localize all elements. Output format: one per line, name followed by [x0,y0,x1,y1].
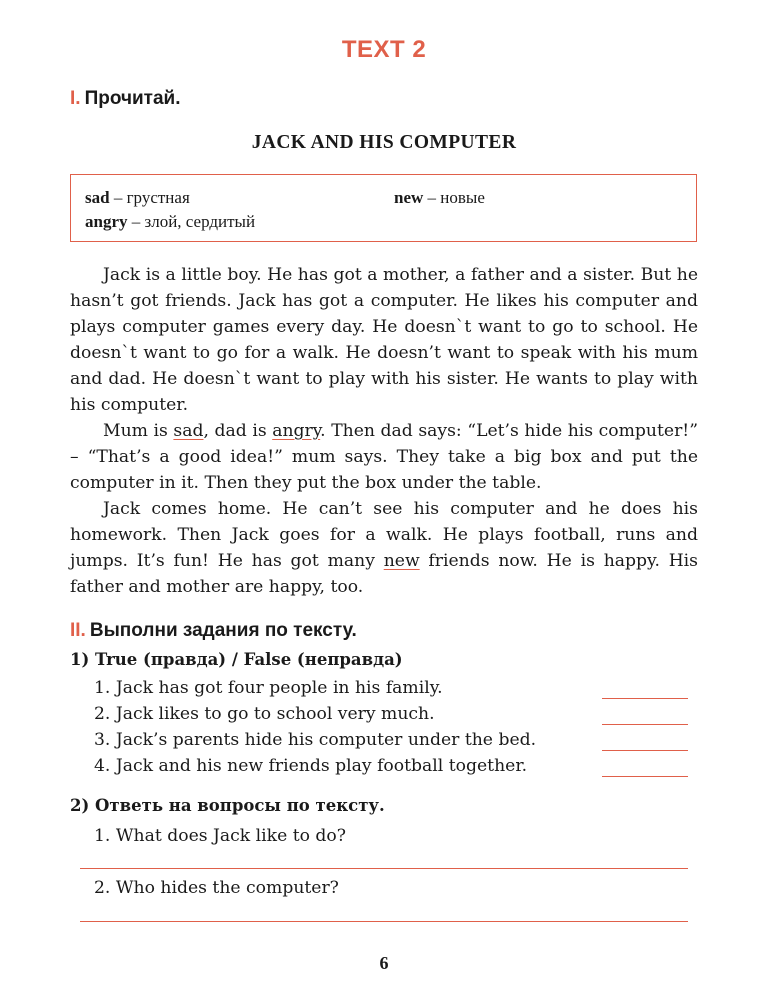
highlight-word: new [383,551,420,571]
task-2-heading: 2) Ответь на вопросы по тексту. [70,796,385,815]
section-2-number: II. [70,620,86,641]
section-1-heading [70,88,181,110]
question-1: 1. What does Jack like to do? [94,826,346,846]
answer-blank[interactable] [602,750,688,751]
story-title: JACK AND HIS COMPUTER [251,132,517,153]
section-1-label: Прочитай. [84,88,181,109]
highlight-word: angry [272,421,321,441]
vocab-item-sad: sad – грустная [85,188,190,207]
answer-blank[interactable] [602,724,688,725]
true-false-list [94,676,694,780]
section-2-label: Выполни задания по тексту. [89,620,357,641]
page-number: 6 [379,953,389,973]
story-paragraph: Jack comes home. He can’t see his computer and he does his homework. Then Jack goes for a walk. He plays football, runs and jumps. It’s fun! He has got many new friends now. He is happy. His father and mother are happy, too. [70,499,699,597]
answer-blank[interactable] [602,776,688,777]
vocabulary-box [70,174,697,242]
true-false-item: 4. Jack and his new friends play football together. [94,754,694,780]
true-false-item: 1. Jack has got four people in his family. [94,676,694,702]
question-2: 2. Who hides the computer? [94,878,339,898]
story-text [70,262,698,600]
section-1-number: I. [70,88,81,109]
highlight-word: sad [173,421,204,441]
task-1-heading: 1) True (правда) / False (неправда) [70,650,403,669]
vocab-item-angry: angry – злой, сердитый [85,212,256,231]
true-false-item: 2. Jack likes to go to school very much. [94,702,694,728]
true-false-item: 3. Jack’s parents hide his computer under the bed. [94,728,694,754]
vocab-item-new: new – новые [394,188,485,207]
story-paragraph: Mum is sad, dad is angry. Then dad says: “Let’s hide his computer!” – “That’s a good idea!” mum says. They take a big box and put the computer in it. Then they put the box under the table. [70,421,698,493]
story-paragraph: Jack is a little boy. He has got a mother, a father and a sister. But he hasn’t got friends. Jack has got a computer. He likes his computer and plays computer games every day. He doesn`t want to go to school. He doesn`t want to go for a walk. He doesn’t want to speak with his mum and dad. He doesn`t want to play with his sister. He wants to play with his computer. [70,265,698,415]
answer-line[interactable] [80,868,688,869]
section-2-heading [70,620,357,642]
answer-line[interactable] [80,921,688,922]
answer-blank[interactable] [602,698,688,699]
page-title: TEXT 2 [341,36,427,63]
